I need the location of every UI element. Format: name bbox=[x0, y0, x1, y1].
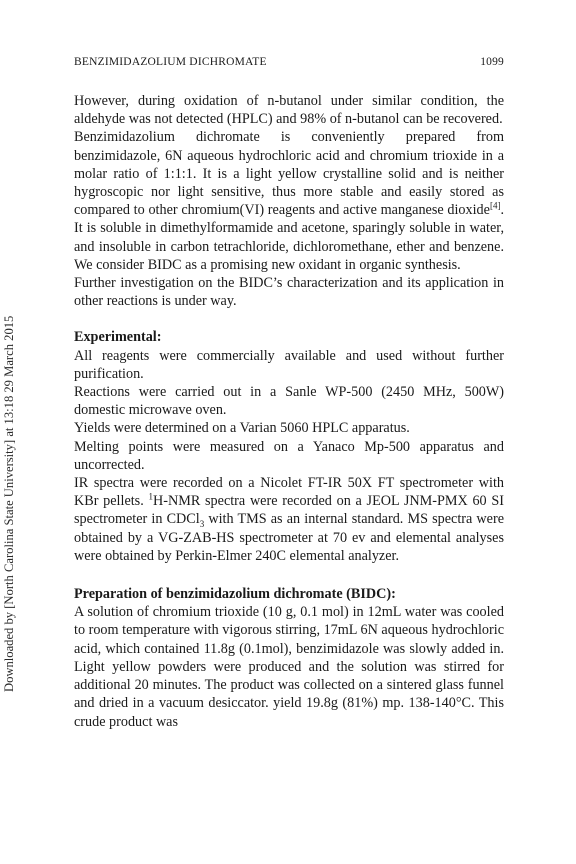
intro-paragraph-2 bbox=[74, 128, 504, 274]
experimental-paragraph-3: Yields were determined on a Varian 5060 HPLC apparatus. bbox=[74, 420, 410, 437]
intro-paragraph-3: Further investigation on the BIDC’s characterization and its application in other reactions is under way. bbox=[74, 275, 504, 310]
section-spacer bbox=[74, 310, 504, 328]
nmr-superscript: 1 bbox=[148, 491, 153, 502]
experimental-paragraph-1: All reagents were commercially available and used without further purification. bbox=[74, 347, 504, 382]
page-number: 1099 bbox=[480, 56, 504, 68]
experimental-paragraph-5-text-a: IR spectra were recorded on a Nicolet FT-IR 50X FT spectrometer with KBr pellets. bbox=[74, 475, 504, 510]
running-title: BENZIMIDAZOLIUM DICHROMATE bbox=[74, 56, 267, 68]
experimental-heading: Experimental: bbox=[74, 329, 162, 346]
running-header bbox=[74, 56, 504, 68]
reference-marker: [4] bbox=[489, 200, 501, 211]
page-body bbox=[74, 92, 504, 731]
experimental-paragraph-4: Melting points were measured on a Yanaco Mp-500 apparatus and uncorrected. bbox=[74, 438, 504, 473]
experimental-paragraph-5-text-b: H-NMR spectra were recorded on a JEOL JNM-PMX 60 SI spectrometer in CDCl bbox=[74, 493, 505, 528]
intro-paragraph-2-text-b: . It is soluble in dimethylformamide and acetone, sparingly soluble in water, and insoluble in carbon tetrachloride, dichloromethane, ether and benzene. We consider BIDC as a promising new oxidant in organic synthesis. bbox=[74, 202, 504, 273]
experimental-paragraph-5-text-c: with TMS as an internal standard. MS spectra were obtained by a VG-ZAB-HS spectrometer at 70 ev and elemental analyses were obtained by Perkin-Elmer 240C elemental analyzer. bbox=[74, 511, 504, 564]
experimental-paragraph-2: Reactions were carried out in a Sanle WP-500 (2450 MHz, 500W) domestic microwave oven. bbox=[74, 384, 504, 419]
preparation-heading: Preparation of benzimidazolium dichromate (BIDC): bbox=[74, 586, 396, 603]
intro-paragraph-1: However, during oxidation of n-butanol under similar condition, the aldehyde was not detected (HPLC) and 98% of n-butanol can be recovered. bbox=[74, 93, 504, 128]
cdcl3-subscript: 3 bbox=[199, 519, 205, 530]
download-watermark: Downloaded by [North Carolina State University] at 13:18 29 March 2015 bbox=[2, 315, 16, 692]
section-spacer bbox=[74, 565, 504, 585]
intro-paragraph-2-text-a: Benzimidazolium dichromate is conveniently prepared from benzimidazole, 6N aqueous hydrochloric acid and chromium trioxide in a molar ratio of 1:1:1. It is a light yellow crystalline solid and is neither hygroscopic nor light sensitive, thus more stable and easily stored as compared to other chromium(VI) reagents and active manganese dioxide bbox=[74, 129, 504, 219]
preparation-paragraph-1: A solution of chromium trioxide (10 g, 0.1 mol) in 12mL water was cooled to room temperature with vigorous stirring, 17mL 6N aqueous hydrochloric acid, which contained 11.8g (0.1mol), benzimidazole was slowly added in. Light yellow powders were produced and the solution was stirred for additional 20 minutes. The product was collected on a sintered glass funnel and dried in a vacuum desiccator. yield 19.8g (81%) mp. 138-140°C. This crude product was bbox=[74, 604, 504, 730]
experimental-paragraph-5 bbox=[74, 474, 504, 565]
